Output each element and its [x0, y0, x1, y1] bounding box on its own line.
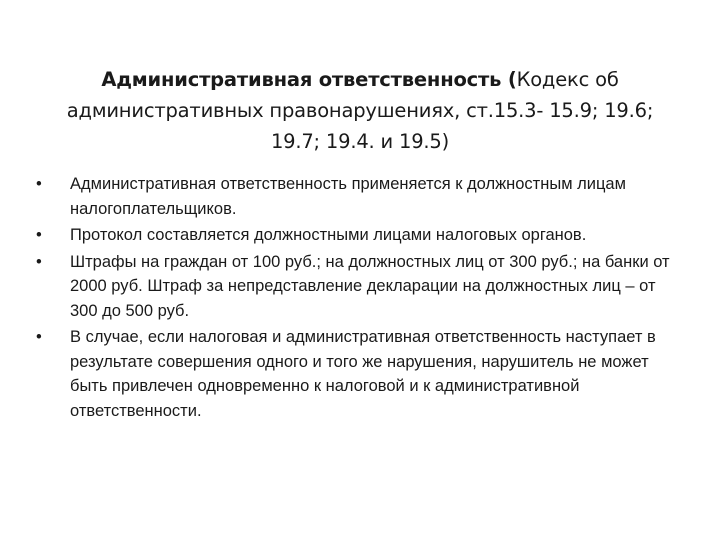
bullet-list: [36, 172, 684, 423]
list-item: [36, 325, 684, 423]
slide-title-regular: Кодекс об административных правонарушениях, ст.15.3- 15.9; 19.6; 19.7; 19.4. и 19.5): [66, 68, 654, 153]
list-item-text: Административная ответственность применяется к должностным лицам налогоплательщиков.: [70, 175, 626, 218]
bullet-marker: •: [36, 328, 42, 346]
list-item-text: Штрафы на граждан от 100 руб.; на должностных лиц от 300 руб.; на банки от 2000 руб. Штраф за непредставление декларации на должностных лиц – от 300 до 500 руб.: [70, 252, 670, 320]
slide-title: [40, 64, 680, 157]
bullet-marker: •: [36, 226, 42, 244]
slide-title-bold: Административная ответственность (: [101, 68, 517, 91]
list-item: [36, 250, 684, 324]
list-item: [36, 172, 684, 221]
list-item-text: Протокол составляется должностными лицами налоговых органов.: [70, 226, 587, 244]
bullet-marker: •: [36, 175, 42, 193]
bullet-marker: •: [36, 252, 42, 271]
list-item-text: В случае, если налоговая и административная ответственность наступает в результате совершения одного и того же нарушения, нарушитель не может быть привлечен одновременно к налоговой и к административной ответственности.: [70, 328, 656, 420]
list-item: [36, 223, 684, 248]
